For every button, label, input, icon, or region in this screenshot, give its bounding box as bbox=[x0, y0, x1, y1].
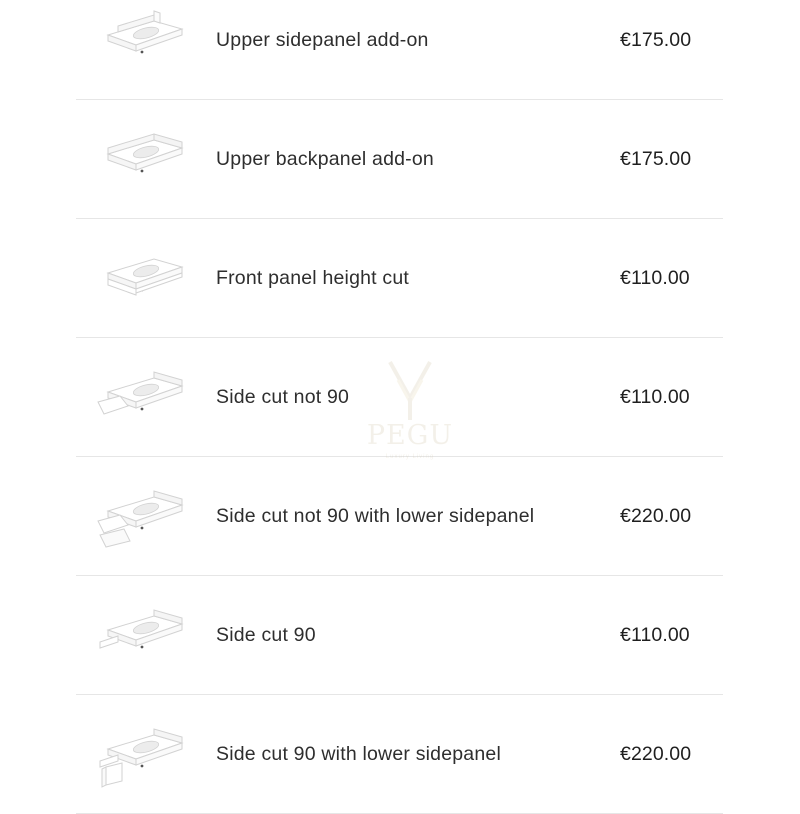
addon-row[interactable] bbox=[76, 338, 723, 457]
addon-name: Front panel height cut bbox=[216, 266, 410, 289]
addon-price: €175.00 bbox=[620, 147, 692, 170]
watermark-text: PEGU bbox=[366, 420, 454, 451]
addon-row[interactable] bbox=[76, 100, 723, 219]
addon-price: €220.00 bbox=[620, 742, 692, 765]
addon-name: Upper sidepanel add-on bbox=[216, 28, 429, 51]
addon-name: Side cut not 90 bbox=[216, 385, 350, 408]
addon-row[interactable] bbox=[76, 457, 723, 576]
addon-row[interactable] bbox=[76, 0, 723, 100]
sink-side-cut-not-90-icon bbox=[94, 362, 190, 434]
addon-price: €110.00 bbox=[620, 623, 690, 646]
addon-name: Side cut 90 with lower sidepanel bbox=[216, 742, 501, 765]
addon-name: Side cut not 90 with lower sidepanel bbox=[216, 504, 535, 527]
addon-price: €175.00 bbox=[620, 28, 692, 51]
sink-upper-backpanel-icon bbox=[94, 124, 190, 196]
sink-upper-sidepanel-icon bbox=[94, 5, 190, 77]
addon-list bbox=[76, 0, 723, 814]
addon-row[interactable] bbox=[76, 219, 723, 338]
watermark-subtext: Luxury Living bbox=[385, 454, 435, 460]
addon-price: €220.00 bbox=[620, 504, 692, 527]
sink-front-panel-cut-icon bbox=[94, 243, 190, 315]
addon-row[interactable] bbox=[76, 576, 723, 695]
sink-side-cut-90-icon bbox=[94, 600, 190, 672]
addon-price: €110.00 bbox=[620, 266, 690, 289]
addon-row[interactable] bbox=[76, 695, 723, 814]
addon-price: €110.00 bbox=[620, 385, 690, 408]
addon-name: Side cut 90 bbox=[216, 623, 316, 646]
sink-side-cut-not-90-lower-icon bbox=[94, 481, 190, 553]
sink-side-cut-90-lower-icon bbox=[94, 719, 190, 791]
addon-name: Upper backpanel add-on bbox=[216, 147, 434, 170]
